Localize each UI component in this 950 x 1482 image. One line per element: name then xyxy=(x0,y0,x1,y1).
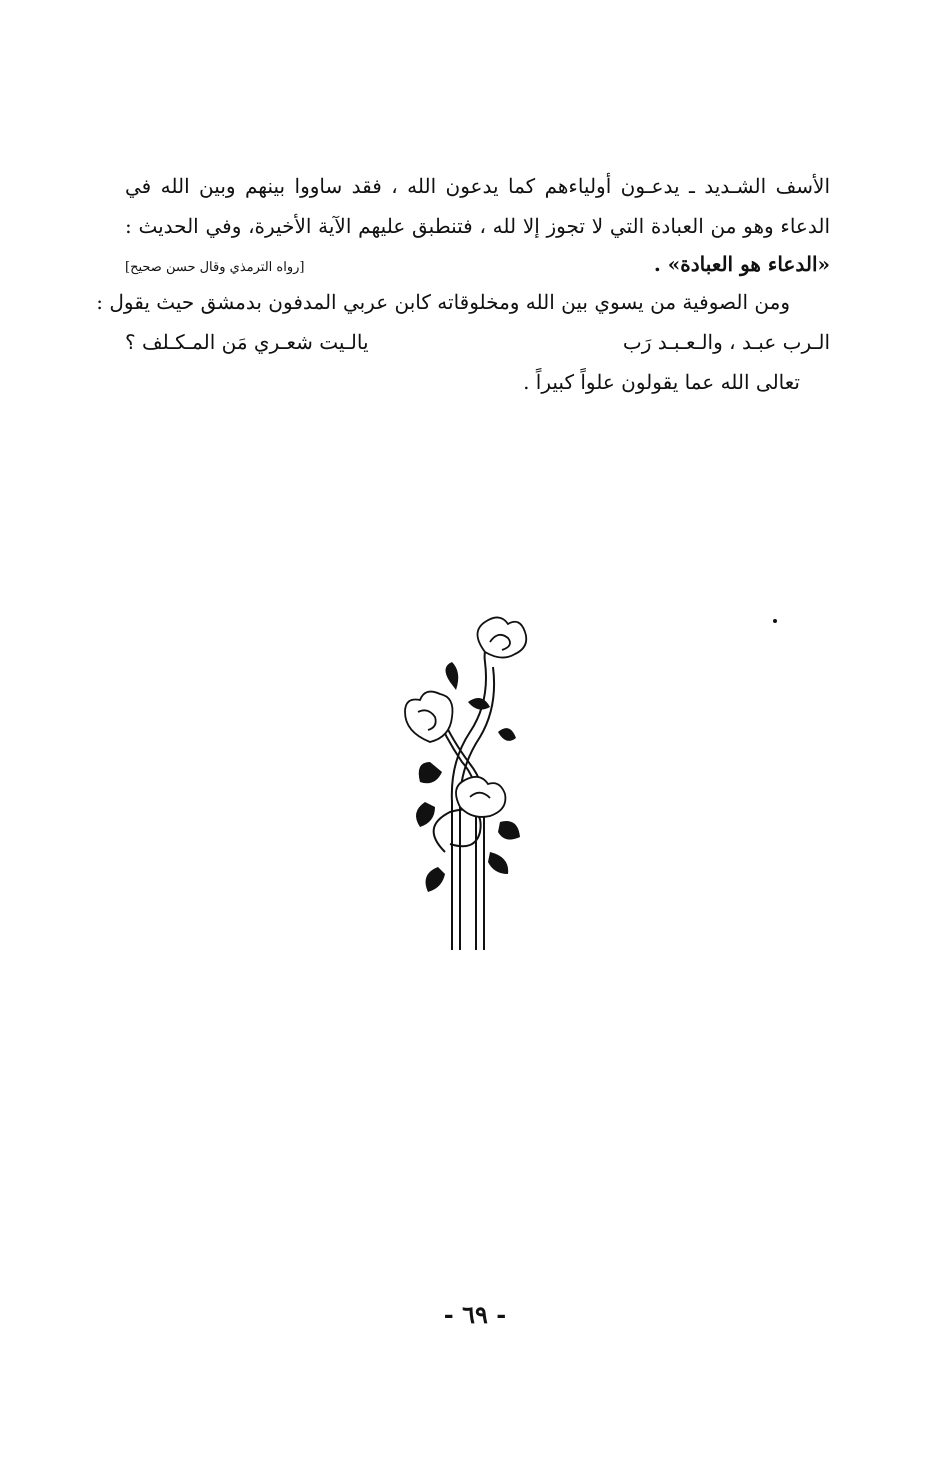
verse-second-hemistich: يالـيت شعـري مَن المـكـلف ؟ xyxy=(125,330,369,354)
page-text-block xyxy=(96,166,830,402)
floral-ornament-icon xyxy=(390,612,530,957)
closing-line: تعالى الله عما يقولون علواً كبيراً . xyxy=(523,370,800,394)
text-line-1: الأسف الشـديد ـ يدعـون أولياءهم كما يدعون الله ، فقد ساووا بينهم وبين الله في xyxy=(125,174,830,198)
paragraph-2: ومن الصوفية من يسوي بين الله ومخلوقاته كابن عربي المدفون بدمشق حيث يقول : xyxy=(96,290,790,314)
stray-dot xyxy=(773,619,777,623)
hadith-citation: [رواه الترمذي وقال حسن صحيح] xyxy=(125,260,305,275)
poetry-verse xyxy=(125,322,830,362)
page-number: - ٦٩ - xyxy=(443,1300,507,1329)
hadith-line xyxy=(125,246,830,282)
text-line-2: الدعاء وهو من العبادة التي لا تجوز إلا لله ، فتنطبق عليهم الآية الأخيرة، وفي الحديث : xyxy=(125,214,830,238)
hadith-quote: «الدعاء هو العبادة» . xyxy=(653,252,830,276)
verse-first-hemistich: الـرب عبـد ، والـعـبـد رَب xyxy=(622,330,830,354)
